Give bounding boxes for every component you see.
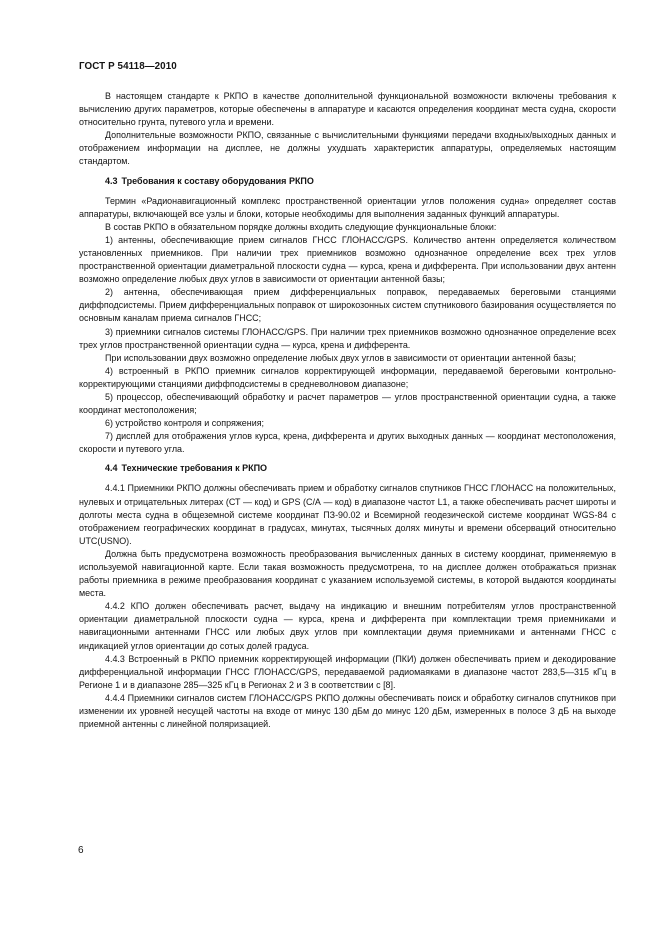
list-item: 6) устройство контроля и сопряжения; (105, 418, 265, 429)
list-item: 4) встроенный в РКПО приемник сигналов корректирующей информации, передаваемой береговыми контрольно-корректирующими станциями диффподсистемы в средневолновом диапазоне; (79, 365, 616, 389)
document-body (79, 90, 616, 731)
section-paragraph: При использовании двух возможно определение любых двух углов в зависимости от ориентации антенной базы; (105, 352, 577, 363)
section-paragraph: 4.4.1 Приемники РКПО должны обеспечивать прием и обработку сигналов спутников ГНСС ГЛОНАСС на положительных, нулевых и отрицательных литерах (СТ — код) и GPS (С/А — код) в диапазоне частот L1, а также обеспечивать расчет широты и долготы места судна в общеземной системе координат ПЗ-90.02 и Всемирной геодезической системе координат WGS-84 с отображением географических координат в градусах, минутах, тысячных долях минуты и времени обсерваций относительно UTC(USNO). (79, 483, 616, 546)
intro-paragraph: В настоящем стандарте к РКПО в качестве дополнительной функциональной возможности включены требования к вычислению других параметров, которые обеспечены в аппаратуре и касаются определения координат места судна, скорости относительно грунта, путевого угла и времени. (79, 91, 616, 128)
section-paragraph: Должна быть предусмотрена возможность преобразования вычисленных данных в систему координат, применяемую в используемой навигационной карте. Если такая возможность предусмотрена, то на дисплее должен отображаться признак работы приемника в режиме преобразования координат с указанием используемой системы, в которой выдаются координаты места. (79, 548, 616, 599)
section-title: Технические требования к РКПО (121, 463, 268, 474)
list-item: 7) дисплей для отображения углов курса, крена, дифферента и других выходных данных — координат местоположения, скорости и путевого угла. (79, 431, 616, 455)
section-paragraph: 4.4.3 Встроенный в РКПО приемник корректирующей информации (ПКИ) должен обеспечивать прием и декодирование дифференциальной информации ГНСС ГЛОНАСС/GPS, передаваемой радиомаяками в диапазоне частот 283,5—315 кГц в Регионе 1 и в диапазоне 285—325 кГц в Регионах 2 и 3 в соответствии с [8]. (79, 653, 616, 690)
list-item: 3) приемники сигналов системы ГЛОНАСС/GPS. При наличии трех приемников возможно однозначное определение всех трех углов пространственной ориентации судна — курса, крена и дифферента. (79, 326, 616, 350)
list-item: 2) антенна, обеспечивающая прием дифференциальных поправок, передаваемых береговыми станциями диффподсистемы. Прием дифференциальных поправок от широкозонных систем спутникового базирования осуществляется по основным каналам приема сигналов ГНСС; (79, 287, 617, 324)
list-item: 1) антенны, обеспечивающие прием сигналов ГНСС ГЛОНАСС/GPS. Количество антенн определяется количеством установленных приемников. При наличии трех приемников возможно однозначное определение всех трех углов пространственной ориентации диаметральной плоскости судна — курса, крена и дифферента. При использовании двух антенн возможно определение любых двух углов в зависимости от ориентации антенной базы; (79, 234, 616, 285)
list-item: 5) процессор, обеспечивающий обработку и расчет параметров — углов пространственной ориентации судна, а также координат местоположения; (79, 391, 616, 416)
section-paragraph: 4.4.2 КПО должен обеспечивать расчет, выдачу на индикацию и внешним потребителям углов пространственной ориентации диаметральной плоскости судна — курса, крена и дифферента при комплектации тремя приемниками и навигационными антеннами ГНСС или любых двух углов при комплектации двумя приемниками и антеннами ГНСС с индикацией углов ориентации до сотых долей градуса. (79, 601, 616, 651)
section-paragraph: 4.4.4 Приемники сигналов систем ГЛОНАСС/GPS РКПО должны обеспечивать поиск и обработку сигналов спутников при изменении их уровней несущей частоты на входе от минус 130 дБм до минус 120 дБм, измеренных в полосе 3 дБ на выходе приемной антенны с линейной поляризацией. (79, 692, 616, 730)
section-number: 4.4 (105, 463, 118, 474)
section-heading-4-4 (79, 456, 616, 482)
document-header: ГОСТ Р 54118—2010 (79, 61, 177, 72)
section-paragraph: В состав РКПО в обязательном порядке должны входить следующие функциональные блоки: (105, 221, 497, 232)
section-paragraph: Термин «Радионавигационный комплекс пространственной ориентации углов положения судна» определяет состав аппаратуры, включающей все узлы и блоки, которые необходимы для выполнения заданных функций аппаратуры. (79, 195, 616, 219)
section-heading-4-3 (79, 169, 616, 195)
section-number: 4.3 (105, 175, 118, 186)
page-number: 6 (78, 845, 84, 856)
section-title: Требования к составу оборудования РКПО (121, 175, 314, 186)
intro-paragraph: Дополнительные возможности РКПО, связанные с вычислительными функциями передачи входных/выходных данных и отображением информации на дисплее, не должны ухудшать характеристик аппаратуры, определяемых настоящим стандартом. (79, 130, 616, 167)
